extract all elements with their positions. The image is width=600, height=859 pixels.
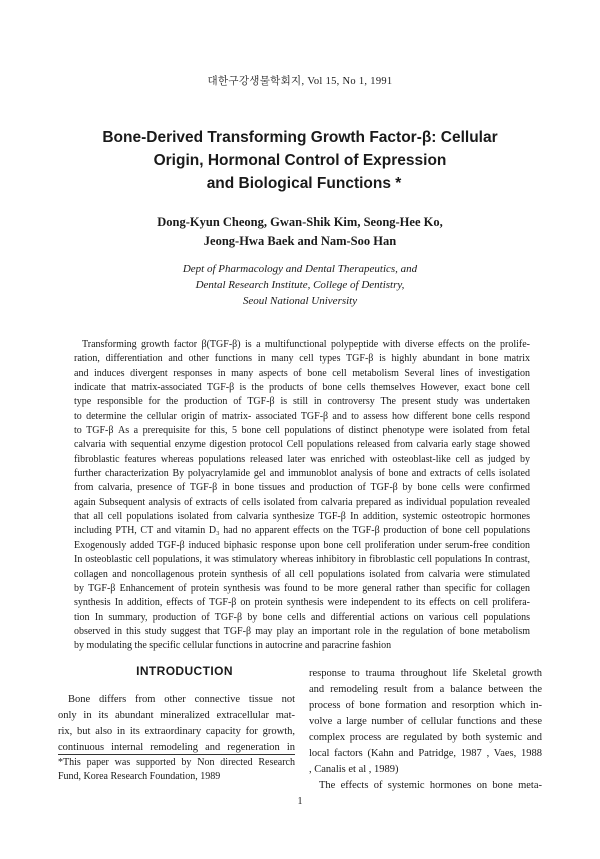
footnote-line-1: *This paper was supported by Non directed Research [58, 757, 295, 768]
abstract-line: tion In summary, production of TGF-β by bone cells and differential actions on various cell populations [74, 611, 530, 623]
body-line: process of bone formation and resorption which in- [309, 700, 542, 711]
abstract-line: type responsible for the production of TGF-β is still in controversy The present study was undertaken [74, 396, 530, 408]
page-number: 1 [297, 796, 303, 807]
title-line-2: Origin, Hormonal Control of Expression [153, 152, 447, 169]
abstract-line: and induces divergent responses in many aspects of bone cell metabolism Several lines of investigation [74, 367, 530, 379]
section-heading-introduction: INTRODUCTION [136, 664, 233, 678]
body-line: local factors (Kahn and Patridge, 1987 , Vaes, 1988 [309, 748, 542, 759]
body-line: complex process are regulated by both systemic and [309, 732, 542, 743]
abstract-line: to TGF-β As a prerequisite for this, 5 bone cell populations of distinct phenotype were isolated from fetal [74, 425, 530, 437]
abstract-line: further characterization By polyacrylamide gel and immunoblot analysis of bone and extracts of cells isolated [74, 468, 530, 480]
affiliation-line-1: Dept of Pharmacology and Dental Therapeutics, and [182, 263, 418, 275]
footnote-line-2: Fund, Korea Research Foundation, 1989 [58, 771, 221, 782]
footnote-divider [58, 754, 295, 755]
intro-left-column [58, 692, 295, 756]
authors-line-1: Dong-Kyun Cheong, Gwan-Shik Kim, Seong-Hee Ko, [157, 215, 443, 229]
affiliation-line-2: Dental Research Institute, College of Dentistry, [195, 279, 405, 291]
body-line: response to trauma throughout life Skeletal growth [309, 668, 542, 679]
title-line-1: Bone-Derived Transforming Growth Factor-β: Cellular [102, 129, 498, 146]
paper-title [60, 126, 540, 195]
body-line: only in its abundant mineralized extracellular mat- [58, 710, 295, 721]
intro-right-column [309, 666, 542, 794]
abstract-line: by TGF-β Enhancement of protein synthesis was found to be more general rather than specific for collagen [74, 582, 530, 594]
body-line: Bone differs from other connective tissue not [68, 694, 295, 705]
abstract-line: from calvaria, presence of TGF-β in bone tissues and production of TGF-β by bone cells were confirmed [74, 482, 530, 494]
abstract-line: by modulating the specific cellular functions in autocrine and paracrine fashion [74, 640, 392, 652]
author-list [60, 213, 540, 251]
abstract-line: fibroblastic features whereas populations released later was enriched with osteoblast-like cell as judged by [74, 453, 530, 465]
body-line: volve a large number of cellular functions and these [309, 716, 542, 727]
abstract-line: In osteoblastic cell populations, it was stimulatory whereas inhibitory in fibroblastic cell populations In contrast, [74, 554, 530, 566]
title-line-3: and Biological Functions * [206, 175, 402, 192]
abstract-line: Exogenously added TGF-β induced biphasic response upon bone cell proliferation under serum-free condition [74, 539, 530, 551]
abstract-line: calvaria with sequential enzyme digestion protocol Cell populations released from calvaria early stage showed [74, 439, 530, 451]
abstract-line: again Subsequent analysis of extracts of cells isolated from calvaria prepared as individual population revealed [74, 496, 530, 508]
authors-line-2: Jeong-Hwa Baek and Nam-Soo Han [203, 234, 397, 248]
abstract-line: collagen and noncollagenous protein synthesis of all cell populations isolated from calvaria were stimulated [74, 568, 530, 580]
abstract-line: observed in this study suggest that TGF-β may play an important role in the regulation of bone metabolism [74, 625, 530, 637]
abstract-line: that all cell populations isolated from calvaria synthesize TGF-β In addition, systemic osteotropic hormones [74, 511, 530, 523]
abstract-line: indicate that matrix-associated TGF-β is the products of bone cells themselves However, exact bone cell [74, 382, 530, 394]
abstract [74, 338, 530, 654]
affiliation-line-3: Seoul National University [242, 295, 358, 307]
body-line: rix, but also in its extraordinary capacity for growth, [58, 726, 295, 737]
abstract-line: ration, differentiation and other functions in many cell types TGF-β is highly abundant in bone matrix [74, 353, 530, 365]
body-line: and remodeling result from a balance between the [309, 684, 542, 695]
journal-header: 대한구강생물학회지, Vol 15, No 1, 1991 [207, 76, 393, 87]
abstract-line: Transforming growth factor β(TGF-β) is a multifunctional polypeptide with diverse effects on the prolife- [82, 339, 530, 350]
footnote [58, 756, 295, 784]
abstract-line: synthesis In addition, effects of TGF-β on protein synthesis were independent to its effects on cell prolifera- [74, 597, 530, 609]
body-line: continuous internal remodeling and regeneration in [58, 742, 295, 753]
body-line: , Canalis et al , 1989) [309, 764, 399, 775]
affiliation [60, 261, 540, 309]
abstract-line: to determine the cellular origin of matrix- associated TGF-β and to assess how different bone cells respond [74, 410, 530, 422]
body-line: The effects of systemic hormones on bone meta- [319, 780, 542, 791]
abstract-line: including PTH, CT and vitamin D₃ had no apparent effects on the TGF-β production of bone cell populations [74, 525, 530, 537]
